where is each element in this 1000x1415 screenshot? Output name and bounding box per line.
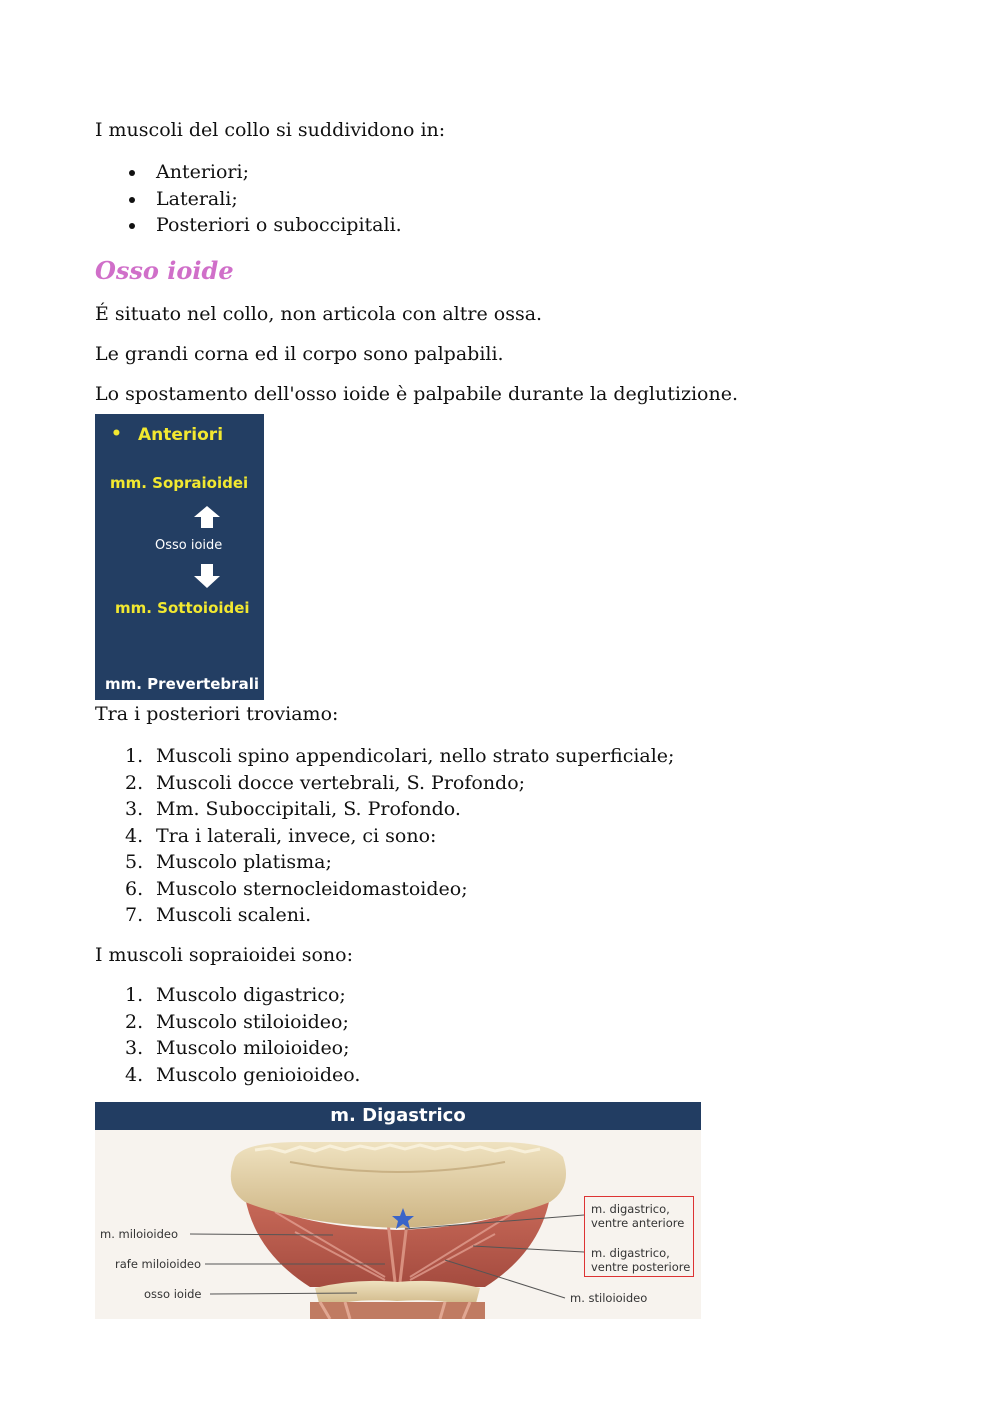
suprahyoid-list: [95, 982, 360, 1088]
digastric-figure: [95, 1102, 701, 1319]
list-item: 7. Muscoli scaleni.: [125, 904, 312, 926]
posterior-intro: Tra i posteriori troviamo:: [95, 703, 339, 725]
label-ventre-anteriore-1: m. digastrico,: [591, 1202, 670, 1216]
arrow-down-icon: [194, 564, 220, 588]
list-item: 2. Muscoli docce vertebrali, S. Profondo;: [125, 771, 526, 794]
panel-center-label: Osso ioide: [155, 538, 223, 553]
intro-text: I muscoli del collo si suddividono in:: [95, 119, 446, 141]
posterior-list: [95, 743, 674, 929]
muscle-groups-list: [95, 159, 402, 239]
list-item: 6. Muscolo sternocleidomastoideo;: [125, 877, 468, 900]
bullet-icon: [129, 197, 135, 203]
paragraph: Lo spostamento dell'osso ioide è palpabile durante la deglutizione.: [95, 383, 739, 405]
list-item: 5. Muscolo platisma;: [125, 851, 332, 873]
bullet-icon: [129, 170, 135, 176]
section-title: Osso ioide: [95, 256, 234, 285]
list-item: 4. Tra i laterali, invece, ci sono:: [125, 824, 437, 847]
list-item: Laterali;: [95, 186, 402, 213]
list-item: Anteriori;: [95, 159, 402, 186]
panel-bullet: •: [111, 424, 122, 444]
paragraph: Le grandi corna ed il corpo sono palpabili.: [95, 343, 504, 365]
list-item: 2. Muscolo stiloioideo;: [125, 1010, 349, 1033]
label-ventre-posteriore-1: m. digastrico,: [591, 1246, 670, 1260]
label-ventre-posteriore-2: ventre posteriore: [591, 1260, 691, 1274]
label-miloioideo: m. miloioideo: [100, 1227, 178, 1241]
paragraph: É situato nel collo, non articola con altre ossa.: [95, 303, 543, 325]
label-rafe-miloioideo: rafe miloioideo: [115, 1257, 202, 1271]
panel-heading: Anteriori: [138, 425, 224, 445]
panel-bottom-label: mm. Prevertebrali: [105, 675, 259, 693]
list-item: Posteriori o suboccipitali.: [95, 212, 402, 239]
bullet-icon: [129, 223, 135, 229]
label-osso-ioide: osso ioide: [144, 1287, 202, 1301]
arrow-up-icon: [194, 506, 220, 528]
figure-title: m. Digastrico: [95, 1102, 701, 1130]
label-ventre-anteriore-2: ventre anteriore: [591, 1216, 685, 1230]
panel-upper-label: mm. Sopraioidei: [110, 474, 249, 492]
list-item: 4. Muscolo genioioideo.: [125, 1063, 361, 1086]
list-item: 1. Muscoli spino appendicolari, nello strato superficiale;: [125, 745, 675, 767]
panel-lower-label: mm. Sottoioidei: [115, 599, 250, 617]
suprahyoid-intro: I muscoli sopraioidei sono:: [95, 944, 353, 966]
label-stiloioideo: m. stiloioideo: [570, 1291, 648, 1305]
hyoid-diagram-panel: [95, 414, 264, 700]
list-item: 3. Muscolo miloioideo;: [125, 1037, 350, 1059]
list-item: 3. Mm. Suboccipitali, S. Profondo.: [125, 798, 461, 820]
list-item: 1. Muscolo digastrico;: [125, 984, 346, 1006]
